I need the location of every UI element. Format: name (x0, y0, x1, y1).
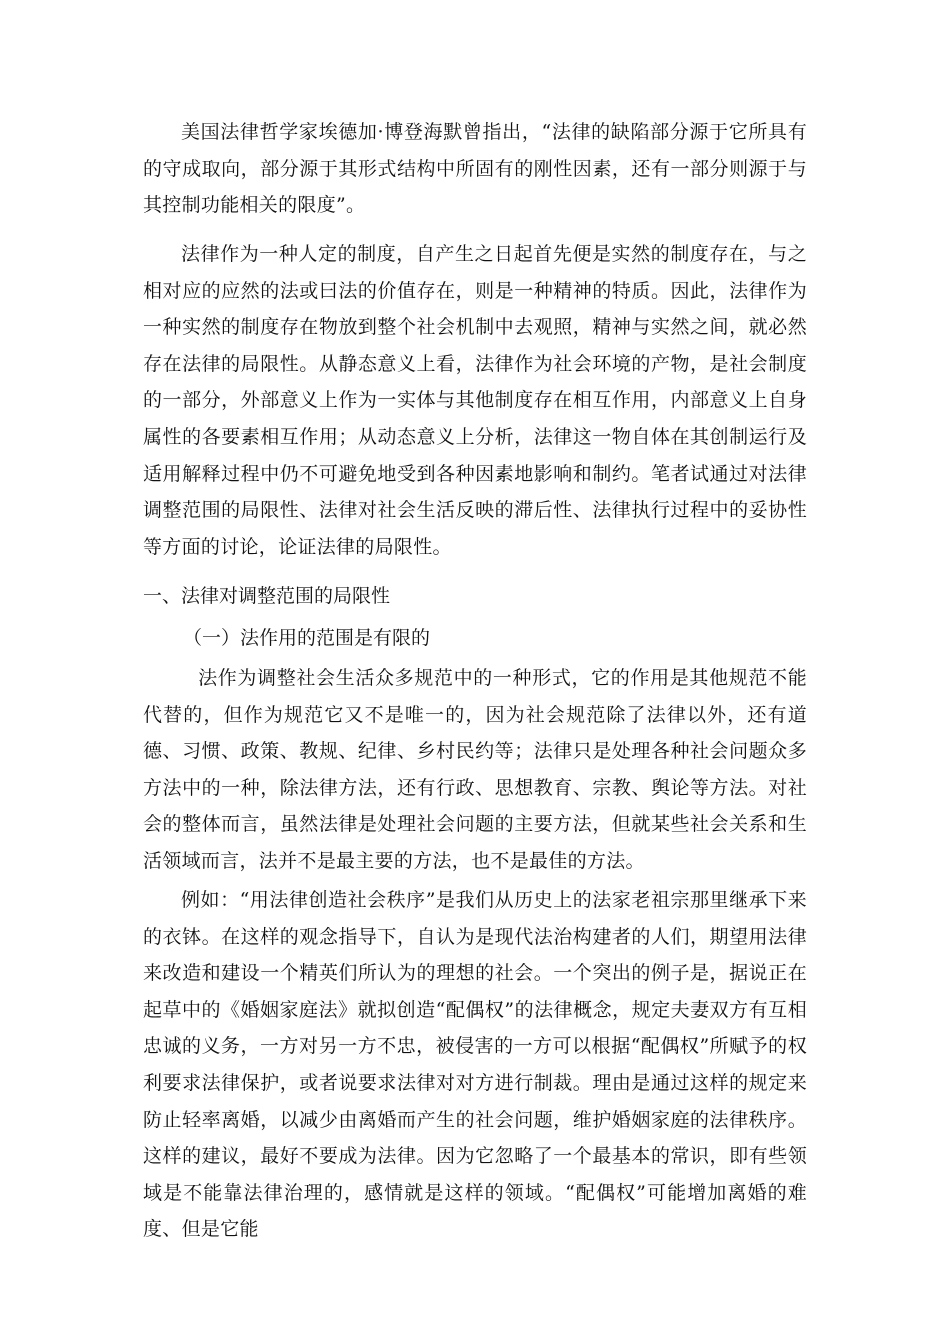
paragraph-scope-of-law: 法作为调整社会生活众多规范中的一种形式，它的作用是其他规范不能代替的，但作为规范它又不是唯一的，因为社会规范除了法律以外，还有道德、习惯、政策、教规、纪律、乡村民约等；法律只是处理各种社会问题众多方法中的一种，除法律方法，还有行政、思想教育、宗教、舆论等方法。对社会的整体而言，虽然法律是处理社会问题的主要方法，但就某些社会关系和生活领域而言，法并不是最主要的方法，也不是最佳的方法。 (143, 667, 807, 872)
paragraph-example-spousal-right: 例如：“用法律创造社会秩序”是我们从历史上的法家老祖宗那里继承下来的衣钵。在这样的观念指导下，自认为是现代法治构建者的人们，期望用法律来改造和建设一个精英们所认为的理想的社会。一个突出的例子是，据说正在起草中的《婚姻家庭法》就拟创造“配偶权”的法律概念，规定夫妻双方有互相忠诚的义务，一方对另一方不忠，被侵害的一方可以根据“配偶权”所赋予的权利要求法律保护，或者说要求法律对对方进行制裁。理由是通过这样的规定来防止轻率离婚，以减少由离婚而产生的社会问题，维护婚姻家庭的法律秩序。这样的建议，最好不要成为法律。因为它忽略了一个最基本的常识，即有些领域是不能靠法律治理的，感情就是这样的领域。“配偶权”可能增加离婚的难度、但是它能 (143, 889, 807, 1241)
paragraph-quote-bodenheimer: 美国法律哲学家埃德加·博登海默曾指出，“法律的缺陷部分源于它所具有的守成取向，部分源于其形式结构中所固有的刚性因素，还有一部分则源于与其控制功能相关的限度”。 (143, 121, 807, 217)
paragraph-law-as-institution: 法律作为一种人定的制度，自产生之日起首先便是实然的制度存在，与之相对应的应然的法或曰法的价值存在，则是一种精神的特质。因此，法律作为一种实然的制度存在物放到整个社会机制中去观照，精神与实然之间，就必然存在法律的局限性。从静态意义上看，法律作为社会环境的产物，是社会制度的一部分，外部意义上作为一实体与其他制度存在相互作用，内部意义上自身属性的各要素相互作用；从动态意义上分析，法律这一物自体在其创制运行及适用解释过程中仍不可避免地受到各种因素地影响和制约。笔者试通过对法律调整范围的局限性、法律对社会生活反映的滞后性、法律执行过程中的妥协性等方面的讨论，论证法律的局限性。 (143, 243, 807, 558)
section-heading: 一、法律对调整范围的局限性 (143, 585, 391, 607)
subsection-heading: （一）法作用的范围是有限的 (183, 627, 431, 649)
